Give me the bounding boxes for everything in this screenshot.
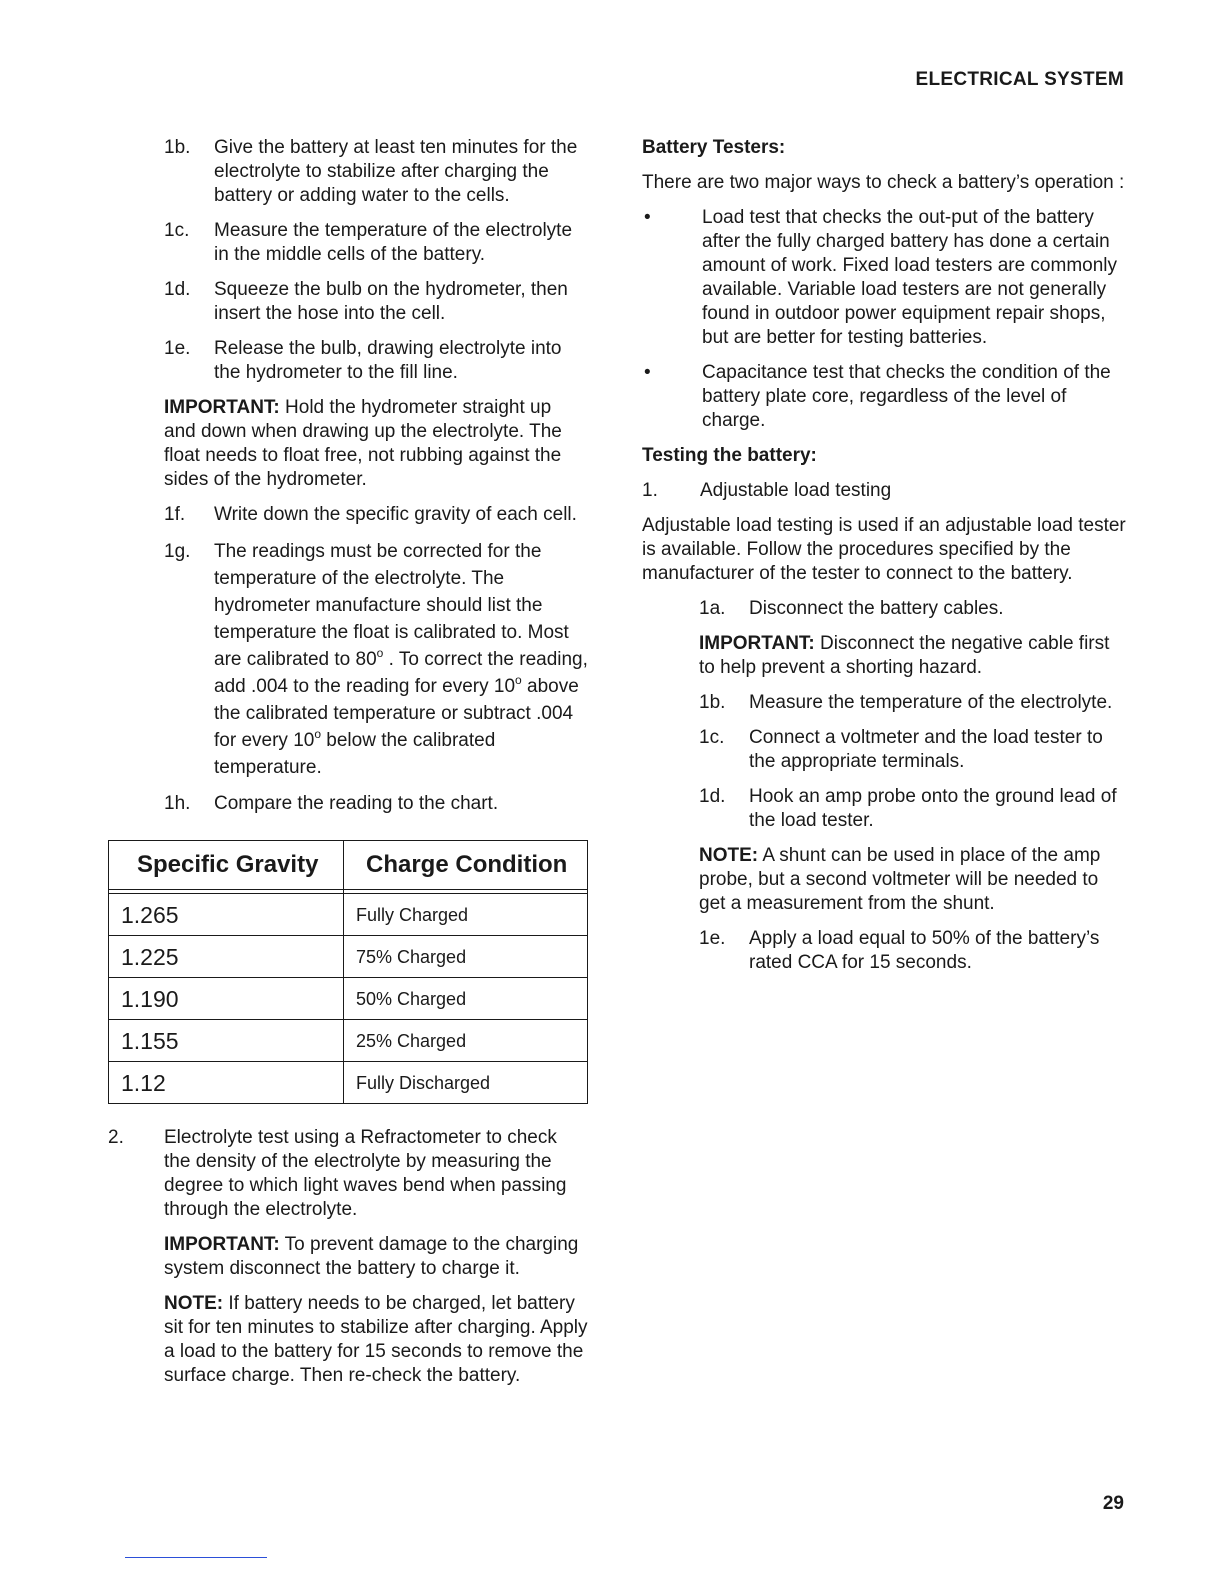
table-row <box>109 936 588 978</box>
note-text: If battery needs to be charged, let battery sit for ten minutes to stabilize after charging. Apply a load to the battery for 15 seconds to remove the surface charge. Then re-check the battery. <box>164 1293 588 1386</box>
important-label: IMPORTANT: <box>699 633 815 654</box>
important-text: Hold the hydrometer straight up and down when drawing up the electrolyte. The float needs to float free, not rubbing against the sides of the hydrometer. <box>164 397 562 490</box>
table-row <box>109 1020 588 1062</box>
table-row <box>109 1062 588 1104</box>
step-1c <box>108 219 598 267</box>
important-note-charging <box>164 1233 588 1281</box>
bullet-capacitance-test <box>642 361 1132 433</box>
step-number: 1e. <box>164 338 191 359</box>
item-text: Electrolyte test using a Refractometer to check the density of the electrolyte by measuring the degree to which light waves bend when passing through the electrolyte. <box>164 1127 567 1220</box>
adjustable-load-paragraph: Adjustable load testing is used if an adjustable load tester is available. Follow the procedures specified by the manufacturer of the tester to connect to the battery. <box>642 515 1126 584</box>
step-number: 1a. <box>699 598 726 619</box>
step-text <box>214 538 592 781</box>
left-column <box>108 136 598 1399</box>
step-number: 1g. <box>164 541 191 562</box>
gravity-cell: 1.155 <box>109 1020 344 1062</box>
step-number: 1c. <box>699 727 725 748</box>
table-row <box>109 894 588 936</box>
degree-superscript: o <box>515 673 522 687</box>
step-text: Give the battery at least ten minutes for the electrolyte to stabilize after charging the battery or adding water to the cells. <box>214 137 578 206</box>
important-text: Disconnect the negative cable first to help prevent a shorting hazard. <box>699 633 1110 678</box>
gravity-cell: 1.265 <box>109 894 344 936</box>
step-1f <box>108 503 598 527</box>
testers-intro: There are two major ways to check a battery’s operation : <box>642 172 1125 193</box>
note-surface-charge <box>164 1292 588 1388</box>
condition-cell: Fully Discharged <box>344 1062 588 1104</box>
step-text-part: The readings must be corrected for the temperature of the electrolyte. The hydrometer manufacture should list the temperature the float is calibrated to. Most are calibrated to 80 <box>214 541 569 670</box>
column-header-charge-condition: Charge Condition <box>344 841 588 890</box>
step-number: 1f. <box>164 504 186 525</box>
bullet-load-test <box>642 206 1132 350</box>
note-label: NOTE: <box>164 1293 224 1314</box>
note-shunt <box>699 844 1123 916</box>
note-label: NOTE: <box>699 845 759 866</box>
step-1g <box>108 538 598 781</box>
step-text: Connect a voltmeter and the load tester to the appropriate terminals. <box>749 727 1103 772</box>
right-column <box>642 136 1132 986</box>
battery-testers-heading: Battery Testers: <box>642 137 786 158</box>
step-1a <box>642 597 1132 621</box>
table-header-row <box>109 841 588 890</box>
condition-cell: 25% Charged <box>344 1020 588 1062</box>
footer-rule <box>125 1557 267 1558</box>
step-1h <box>108 792 598 816</box>
step-number: 1d. <box>164 279 191 300</box>
step-number: 1h. <box>164 793 191 814</box>
testing-battery-heading: Testing the battery: <box>642 445 817 466</box>
item-number: 2. <box>108 1127 124 1148</box>
step-1b-right <box>642 691 1132 715</box>
item-2-refractometer <box>108 1126 598 1222</box>
step-1e-right <box>642 927 1132 975</box>
bullet-text: Load test that checks the out-put of the battery after the fully charged battery has done a certain amount of work. Fixed load testers are commonly available. Variable load testers are not generally found in outdoor power equipment repair shops, but are better for testing batteries. <box>702 207 1118 348</box>
gravity-cell: 1.225 <box>109 936 344 978</box>
important-note-hydrometer <box>164 396 588 492</box>
gravity-cell: 1.12 <box>109 1062 344 1104</box>
step-1b <box>108 136 598 208</box>
important-note-negative-cable <box>699 632 1123 680</box>
step-text: Hook an amp probe onto the ground lead of the load tester. <box>749 786 1117 831</box>
step-text: Disconnect the battery cables. <box>749 598 1004 619</box>
condition-cell: 50% Charged <box>344 978 588 1020</box>
section-header: ELECTRICAL SYSTEM <box>915 69 1124 90</box>
step-number: 1b. <box>164 137 191 158</box>
step-text-part: . To correct the reading, add .004 to the reading for every 10 <box>214 649 588 697</box>
step-text: Squeeze the bulb on the hydrometer, then insert the hose into the cell. <box>214 279 568 324</box>
step-text-part: above the calibrated temperature or subtract .004 for every 10 <box>214 676 579 751</box>
step-number: 1c. <box>164 220 190 241</box>
bullet-icon: • <box>644 362 651 383</box>
step-text: Compare the reading to the chart. <box>214 793 499 814</box>
step-1e <box>108 337 598 385</box>
condition-cell: 75% Charged <box>344 936 588 978</box>
step-number: 1b. <box>699 692 726 713</box>
gravity-cell: 1.190 <box>109 978 344 1020</box>
important-label: IMPORTANT: <box>164 397 280 418</box>
condition-cell: Fully Charged <box>344 894 588 936</box>
specific-gravity-table <box>108 840 588 1104</box>
step-number: 1d. <box>699 786 726 807</box>
bullet-text: Capacitance test that checks the condition of the battery plate core, regardless of the level of charge. <box>702 362 1111 431</box>
important-text: To prevent damage to the charging system disconnect the battery to charge it. <box>164 1234 579 1279</box>
step-1c-right <box>642 726 1132 774</box>
step-text: Write down the specific gravity of each cell. <box>214 504 577 525</box>
step-text: Measure the temperature of the electrolyte. <box>749 692 1113 713</box>
bullet-icon: • <box>644 207 651 228</box>
step-text: Release the bulb, drawing electrolyte into the hydrometer to the fill line. <box>214 338 562 383</box>
page-number: 29 <box>1102 1493 1124 1514</box>
step-number: 1e. <box>699 928 726 949</box>
step-text: Apply a load equal to 50% of the battery’s rated CCA for 15 seconds. <box>749 928 1100 973</box>
step-text: Measure the temperature of the electrolyte in the middle cells of the battery. <box>214 220 573 265</box>
step-1d <box>108 278 598 326</box>
degree-superscript: o <box>314 727 322 741</box>
step-1d-right <box>642 785 1132 833</box>
column-header-specific-gravity: Specific Gravity <box>109 841 344 890</box>
item-text: Adjustable load testing <box>700 480 892 501</box>
table-row <box>109 978 588 1020</box>
degree-superscript: o <box>376 646 384 660</box>
item-number: 1. <box>642 480 658 501</box>
note-text: A shunt can be used in place of the amp probe, but a second voltmeter will be needed to get a measurement from the shunt. <box>699 845 1101 914</box>
item-1-adjustable <box>642 479 1132 503</box>
step-text-part: below the calibrated temperature. <box>214 730 496 778</box>
important-label: IMPORTANT: <box>164 1234 280 1255</box>
